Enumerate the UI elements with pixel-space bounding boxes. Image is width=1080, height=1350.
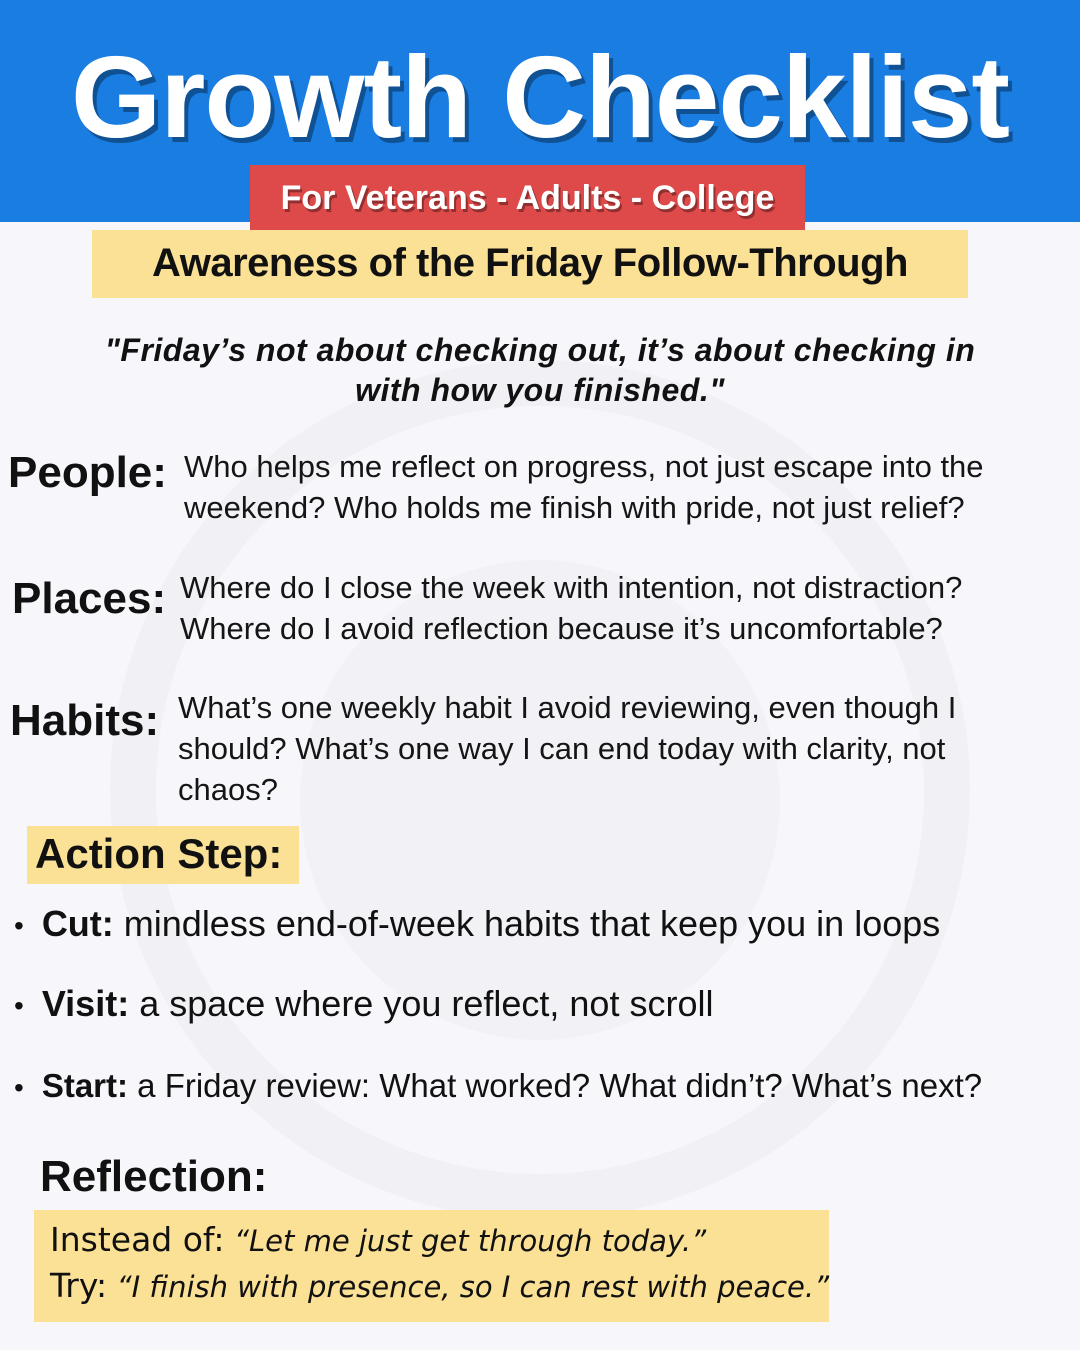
- action-item-key: Visit:: [41, 983, 130, 1024]
- habits-line-1: What’s one weekly habit I avoid reviewing, even though I: [178, 690, 957, 725]
- people-line-1: Who helps me reflect on progress, not just escape into the: [184, 449, 984, 484]
- places-text: [180, 567, 962, 649]
- reflection-heading: Reflection:: [40, 1152, 268, 1201]
- page-title: Growth Checklist: [71, 32, 1009, 162]
- try-label: Try:: [50, 1266, 108, 1305]
- places-line-1: Where do I close the week with intention, not distraction?: [180, 570, 963, 605]
- habits-text: [178, 687, 956, 810]
- audience-badge: For Veterans - Adults - College: [250, 165, 805, 231]
- action-item-key: Start:: [41, 1067, 128, 1104]
- instead-quote: “Let me just get through today.”: [233, 1224, 707, 1258]
- action-item-cut: [14, 902, 940, 948]
- instead-label: Instead of:: [50, 1220, 225, 1259]
- action-step-heading: Action Step:: [27, 826, 299, 884]
- reflection-instead-line: [50, 1218, 706, 1263]
- people-text: [184, 446, 984, 528]
- reflection-box: [34, 1210, 829, 1322]
- action-item-key: Cut:: [41, 903, 114, 944]
- habits-line-3: chaos?: [178, 772, 278, 807]
- topic-heading: Awareness of the Friday Follow-Through: [92, 230, 968, 298]
- action-item-text: mindless end-of-week habits that keep you in loops: [113, 903, 941, 944]
- people-label: People:: [8, 448, 167, 497]
- habits-line-2: should? What’s one way I can end today with clarity, not: [178, 731, 946, 766]
- action-item-text: a Friday review: What worked? What didn’t? What’s next?: [128, 1067, 983, 1104]
- try-quote: “I finish with presence, so I can rest with peace.”: [116, 1270, 830, 1304]
- quote-line-2: with how you finished.": [355, 372, 725, 408]
- people-line-2: weekend? Who holds me finish with pride, not just relief?: [184, 490, 965, 525]
- bullet-icon: •: [14, 910, 24, 942]
- action-item-visit: [14, 982, 713, 1028]
- reflection-try-line: [50, 1264, 829, 1309]
- bullet-icon: •: [14, 1072, 24, 1104]
- quote-line-1: "Friday’s not about checking out, it’s about checking in: [104, 332, 976, 368]
- action-item-text: a space where you reflect, not scroll: [129, 983, 714, 1024]
- places-label: Places:: [12, 574, 167, 623]
- habits-label: Habits:: [10, 696, 160, 745]
- quote: [40, 330, 1040, 410]
- bullet-icon: •: [14, 990, 24, 1022]
- action-item-start: [14, 1064, 982, 1110]
- places-line-2: Where do I avoid reflection because it’s uncomfortable?: [180, 611, 943, 646]
